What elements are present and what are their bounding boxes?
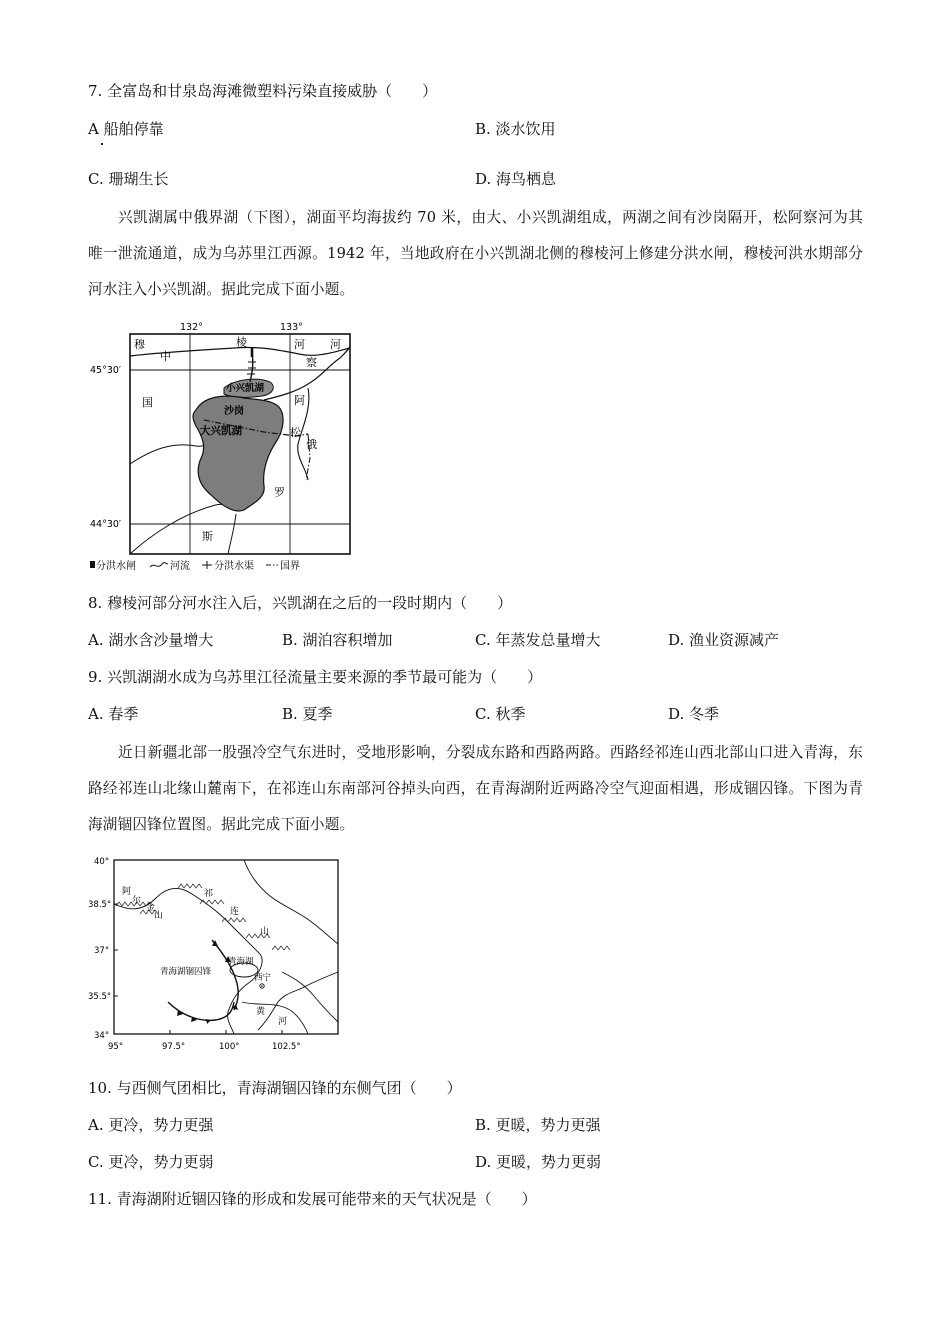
qinghai-front-map — [82, 852, 352, 1060]
map2-lon-975: 97.5° — [162, 1042, 186, 1052]
label-huang: 黄 — [256, 1007, 266, 1017]
map1-lon-132: 132° — [180, 322, 203, 333]
q7-option-b[interactable]: B. 淡水饮用 — [475, 120, 556, 138]
map1-lon-133: 133° — [280, 322, 303, 333]
label-lian: 连 — [230, 907, 240, 917]
legend-canal: 分洪水渠 — [214, 561, 254, 572]
legend-river: 河流 — [170, 561, 190, 572]
q7-option-d[interactable]: D. 海鸟栖息 — [475, 170, 557, 188]
qilian-mountains — [178, 884, 290, 950]
map2-lat-385: 38.5° — [88, 900, 112, 910]
q9-stem: 9. 兴凯湖湖水成为乌苏里江径流量主要来源的季节最可能为（ ） — [88, 668, 543, 686]
q10-option-a[interactable]: A. 更冷，势力更强 — [88, 1116, 214, 1134]
map2-frame — [114, 860, 338, 1034]
map1-lat-4430: 44°30′ — [90, 519, 122, 530]
q8-option-c[interactable]: C. 年蒸发总量增大 — [475, 631, 601, 649]
q10-option-b[interactable]: B. 更暖，势力更强 — [475, 1116, 601, 1134]
label-he-2: 河 — [330, 338, 341, 351]
q9-option-a[interactable]: A. 春季 — [88, 705, 139, 723]
map2-lat-34: 34° — [94, 1031, 110, 1041]
map2-lat-37: 37° — [94, 946, 110, 956]
passage-qinghai: 近日新疆北部一股强冷空气东进时，受地形影响，分裂成东路和西路两路。西路经祁连山西北部山口进入青海，东路经祁连山北缘山麓南下，在祁连山东南部河谷掉头向西，在青海湖附近两路冷空气迎面相遇，形成锢囚锋。下图为青海湖锢囚锋位置图。据此完成下面小题。 — [88, 744, 863, 833]
q10-option-c[interactable]: C. 更冷，势力更弱 — [88, 1153, 214, 1171]
q10-stem: 10. 与西侧气团相比，青海湖锢囚锋的东侧气团（ ） — [88, 1079, 462, 1097]
map1-lat-4530: 45°30′ — [90, 365, 122, 376]
q7-option-a[interactable]: A 船舶停靠 — [88, 120, 164, 138]
label-si: 斯 — [202, 530, 213, 543]
q9-option-c[interactable]: C. 秋季 — [475, 705, 526, 723]
map2-lon-1025: 102.5° — [272, 1042, 301, 1052]
label-a2: 阿 — [122, 887, 132, 897]
occluded-front-east — [212, 940, 238, 1010]
label-front: 青海湖锢囚锋 — [160, 967, 212, 977]
songacha-river — [264, 346, 350, 400]
label-big-xingkai: 大兴凯湖 — [200, 425, 242, 437]
label-small-xingkai: 小兴凯湖 — [226, 383, 265, 394]
label-e: 俄 — [306, 438, 317, 451]
label-er: 尔 — [132, 896, 142, 906]
xingkai-lake-map — [84, 318, 364, 576]
province-boundary-east — [244, 860, 338, 944]
q8-stem: 8. 穆棱河部分河水注入后，兴凯湖在之后的一段时期内（ ） — [88, 594, 513, 612]
south-river-2 — [228, 514, 236, 554]
south-river — [130, 504, 242, 554]
q7-option-c[interactable]: C. 珊瑚生长 — [88, 170, 169, 188]
label-he2: 河 — [278, 1017, 288, 1027]
label-guo: 国 — [142, 396, 153, 409]
label-zhong: 中 — [160, 350, 171, 363]
legend-border: 国界 — [280, 561, 300, 572]
legend-gate: 分洪水闸 — [96, 561, 136, 572]
q8-option-a[interactable]: A. 湖水含沙量增大 — [88, 631, 214, 649]
q11-stem: 11. 青海湖附近锢囚锋的形成和发展可能带来的天气状况是（ ） — [88, 1190, 537, 1208]
label-mu: 穆 — [134, 338, 145, 351]
map2-lat-40: 40° — [94, 857, 110, 867]
label-song: 松 — [290, 426, 301, 439]
label-shan1: 山 — [154, 911, 164, 921]
map1-legend — [90, 559, 300, 572]
province-boundary-se — [282, 972, 338, 1022]
q8-option-d[interactable]: D. 渔业资源减产 — [668, 631, 780, 649]
label-luo: 罗 — [274, 486, 285, 499]
q9-option-b[interactable]: B. 夏季 — [282, 705, 333, 723]
label-he: 河 — [294, 338, 305, 351]
map2-lon-100: 100° — [219, 1042, 240, 1052]
q9-option-d[interactable]: D. 冬季 — [668, 705, 720, 723]
label-cha: 察 — [306, 356, 317, 369]
q8-option-b[interactable]: B. 湖泊容积增加 — [282, 631, 393, 649]
label-jin: 金 — [146, 903, 156, 913]
label-qi: 祁 — [204, 889, 214, 899]
label-shagang: 沙岗 — [224, 406, 244, 417]
q10-option-d[interactable]: D. 更暖，势力更弱 — [475, 1153, 602, 1171]
label-a: 阿 — [294, 394, 305, 407]
passage-xingkai: 兴凯湖属中俄界湖（下图），湖面平均海拔约 70 米，由大、小兴凯湖组成，两湖之间有沙岗隔开，松阿察河为其唯一泄流通道，成为乌苏里江西源。1942 年，当地政府在小兴凯湖北侧的穆棱河上修建分洪水闸，穆棱河洪水期部分河水注入小兴凯湖。据此完成下面小题。 — [88, 209, 863, 298]
map2-lon-95: 95° — [108, 1042, 124, 1052]
label-qinghai-lake: 青海湖 — [228, 957, 254, 967]
label-leng: 棱 — [236, 336, 247, 349]
q7-stem: 7. 全富岛和甘泉岛海滩微塑料污染直接威胁（ ） — [88, 82, 438, 100]
map2-lat-355: 35.5° — [88, 992, 112, 1002]
label-xining: 西宁 — [254, 973, 272, 983]
stray-dot — [101, 143, 103, 145]
label-shan2: 山 — [260, 927, 270, 937]
